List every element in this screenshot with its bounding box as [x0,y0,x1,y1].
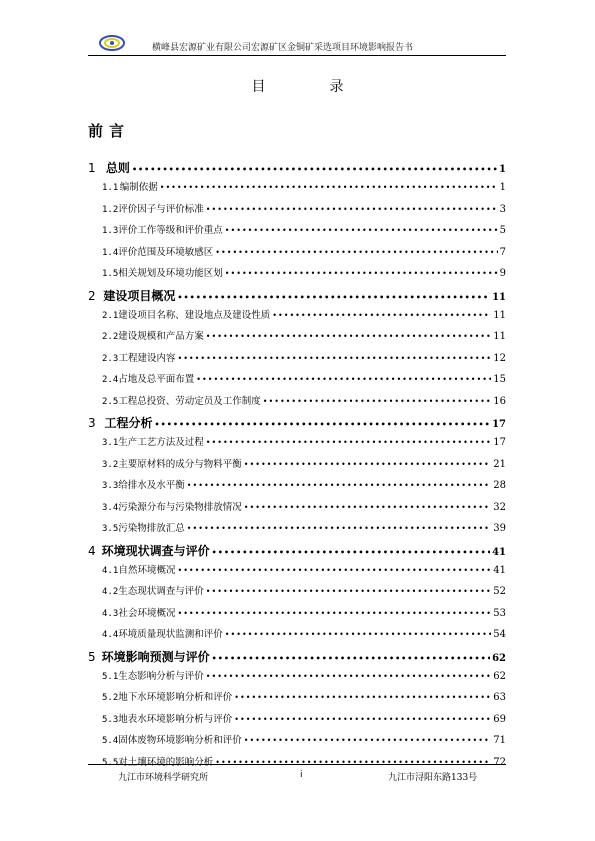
toc-leader-dots [225,226,498,235]
toc-section-entry[interactable] [88,179,506,201]
toc-entry-page: 9 [499,268,506,279]
toc-section-entry[interactable] [88,626,506,648]
toc-entry-label: 污染物排放汇总 [118,523,185,534]
toc-section-entry[interactable] [88,583,506,605]
toc-leader-dots [154,420,490,429]
toc-section-entry[interactable] [88,562,506,584]
toc-entry-number: 1.4 [102,247,119,258]
toc-entry-label: 固体废物环境影响分析和评价 [118,735,242,746]
toc-entry-page: 5 [499,225,506,236]
toc-section-entry[interactable] [88,456,506,478]
toc-entry-page: 12 [493,352,506,364]
toc-chapter-entry[interactable] [88,414,506,434]
toc-entry-page: 1 [499,164,506,175]
toc-entry-page: 32 [493,501,506,513]
toc-title: 目录 [251,79,408,95]
toc-entry-number: 2.2 [102,332,119,342]
toc-entry-number: 5.5 [102,757,119,768]
toc-entry-number: 3.5 [102,524,119,534]
toc-entry-number: 5.3 [102,714,119,725]
toc-entry-number: 2.4 [102,375,119,385]
toc-entry-label: 地下水环境影响分析和评价 [118,692,233,703]
toc-leader-dots [206,438,491,447]
toc-entry-page: 39 [493,523,506,534]
footer-address: 九江市浔阳东路133号 [388,773,478,783]
toc-entry-page: 62 [493,670,506,682]
toc-entry-page: 63 [493,692,506,703]
toc-section-entry[interactable] [88,732,506,754]
toc-leader-dots [244,736,491,745]
toc-section-entry[interactable] [88,265,506,287]
toc-entry-number: 4.4 [102,630,119,640]
toc-entry-page: 15 [493,374,506,385]
toc-entry-page: 11 [493,309,506,321]
toc-section-entry[interactable] [88,689,506,711]
toc-entry-page: 3 [499,203,506,215]
toc-leader-dots [177,293,490,302]
preface-heading: 前言 [88,122,131,140]
toc-entry-page: 7 [499,246,506,258]
toc-entry-page: 72 [493,756,506,768]
toc-entry-number: 2.3 [102,353,119,364]
toc-section-entry[interactable] [88,520,506,542]
toc-section-entry[interactable] [88,371,506,393]
toc-leader-dots [234,715,491,724]
toc-leader-dots [177,354,491,363]
toc-entry-page: 41 [493,564,506,576]
toc-entry-page: 21 [493,458,506,470]
toc-section-entry[interactable] [88,605,506,627]
footer-institute: 九江市环境科学研究所 [118,773,209,783]
toc-leader-dots [187,524,491,533]
toc-entry-label: 生态影响分析与评价 [118,670,204,682]
toc-leader-dots [206,205,498,214]
toc-leader-dots [177,566,491,575]
toc-leader-dots [244,460,491,469]
footer-page-number: i [300,770,303,780]
toc-entry-page: 11 [492,291,506,303]
toc-entry-number: 5.2 [102,693,119,703]
toc-leader-dots [160,183,498,192]
toc-entry-label: 总则 [105,161,130,175]
toc-section-entry[interactable] [88,477,506,499]
toc-section-entry[interactable] [88,393,506,415]
toc-entry-number: 4 [88,543,96,558]
toc-entry-label: 占地及总平面布置 [118,374,195,385]
toc-chapter-entry[interactable] [88,648,506,668]
toc-entry-number: 3 [88,416,96,430]
toc-entry-number: 2 [88,288,96,303]
toc-entry-label: 社会环境概况 [118,607,176,619]
toc-entry-label: 自然环境概况 [118,564,176,576]
toc-entry-label: 环境质量现状监测和评价 [118,629,223,640]
toc-section-entry[interactable] [88,328,506,350]
footer-divider [88,764,506,765]
toc-entry-number: 3.1 [102,438,119,448]
toc-entry-label: 主要原材料的成分与物料平衡 [118,458,242,470]
toc-entry-number: 1.2 [102,204,119,215]
toc-leader-dots [177,609,491,618]
toc-entry-label: 建设项目概况 [103,288,176,303]
toc-entry-page: 54 [493,629,506,640]
toc-entry-label: 对土壤环境的影响分析 [118,756,214,768]
toc-section-entry[interactable] [88,350,506,372]
toc-entry-label: 评价因子与评价标准 [118,203,204,215]
toc-entry-number: 1.1 [102,183,119,193]
toc-entry-label: 评价范围及环境敏感区 [118,246,214,258]
toc-entry-page: 71 [493,735,506,746]
toc-entry-page: 69 [493,713,506,725]
toc-leader-dots [225,269,498,278]
toc-entry-label: 污染源分布与污染物排放情况 [118,501,242,513]
toc-entry-page: 28 [493,480,506,491]
header-title: 横峰县宏源矿业有限公司宏源矿区金铜矿采选项目环境影响报告书 [152,43,414,53]
toc-entry-label: 工程总投资、劳动定员及工作制度 [118,395,261,407]
toc-leader-dots [206,332,491,341]
toc-entry-number: 1.5 [102,269,119,279]
toc-entry-number: 3.3 [102,481,119,491]
toc-section-entry[interactable] [88,244,506,266]
toc-entry-number: 1.3 [102,226,119,236]
toc-entry-label: 环境影响预测与评价 [101,649,210,664]
toc-leader-dots [196,375,491,384]
toc-leader-dots [132,165,497,174]
table-of-contents [88,159,506,775]
toc-entry-page: 17 [493,437,506,448]
toc-entry-label: 建设规模和产品方案 [118,331,204,342]
toc-entry-number: 5 [88,649,96,664]
toc-section-entry[interactable] [88,434,506,456]
toc-leader-dots [263,397,491,406]
toc-entry-number: 2.1 [102,310,119,321]
toc-leader-dots [272,311,491,320]
toc-chapter-entry[interactable] [88,542,506,562]
toc-entry-label: 生产工艺方法及过程 [118,437,204,448]
toc-entry-page: 1 [499,182,506,193]
toc-leader-dots [215,248,497,257]
toc-entry-label: 给排水及水平衡 [118,480,185,491]
toc-entry-number: 4.3 [102,608,119,619]
toc-entry-label: 编制依据 [119,182,158,193]
toc-section-entry[interactable] [88,222,506,244]
toc-entry-label: 评价工作等级和评价重点 [118,225,223,236]
toc-entry-label: 工程分析 [104,416,153,430]
toc-entry-label: 生态现状调查与评价 [118,586,204,597]
toc-entry-label: 地表水环境影响分析与评价 [118,713,233,725]
toc-entry-label: 工程建设内容 [118,352,176,364]
toc-leader-dots [234,693,491,702]
toc-entry-number: 4.1 [102,565,119,576]
toc-entry-label: 环境现状调查与评价 [101,543,210,558]
toc-entry-page: 17 [492,419,506,430]
toc-entry-label: 建设项目名称、建设地点及建设性质 [118,309,271,321]
toc-section-entry[interactable] [88,499,506,521]
toc-entry-number: 3.2 [102,459,119,470]
company-logo-icon [98,32,126,54]
toc-leader-dots [212,548,490,557]
header-divider [88,55,506,56]
toc-entry-page: 52 [493,586,506,597]
toc-section-entry[interactable] [88,668,506,690]
toc-leader-dots [206,587,491,596]
toc-entry-page: 53 [493,607,506,619]
toc-chapter-entry[interactable] [88,287,506,307]
toc-entry-page: 16 [493,395,506,407]
toc-leader-dots [244,503,491,512]
toc-entry-number: 1 [88,161,96,175]
toc-entry-number: 5.1 [102,671,119,682]
toc-leader-dots [212,654,490,663]
toc-leader-dots [206,672,491,681]
toc-entry-page: 62 [492,652,506,664]
toc-entry-number: 4.2 [102,587,119,597]
toc-entry-number: 5.4 [102,736,119,746]
toc-entry-page: 41 [492,546,506,558]
toc-section-entry[interactable] [88,307,506,329]
page-header [88,34,506,58]
toc-section-entry[interactable] [88,711,506,733]
toc-leader-dots [187,481,491,490]
toc-section-entry[interactable] [88,201,506,223]
toc-entry-number: 3.4 [102,502,119,513]
toc-leader-dots [225,630,491,639]
toc-leader-dots [215,758,491,767]
toc-entry-number: 2.5 [102,396,119,407]
toc-entry-label: 相关规划及环境功能区划 [118,268,223,279]
toc-chapter-entry[interactable] [88,159,506,179]
toc-entry-page: 11 [493,331,506,342]
